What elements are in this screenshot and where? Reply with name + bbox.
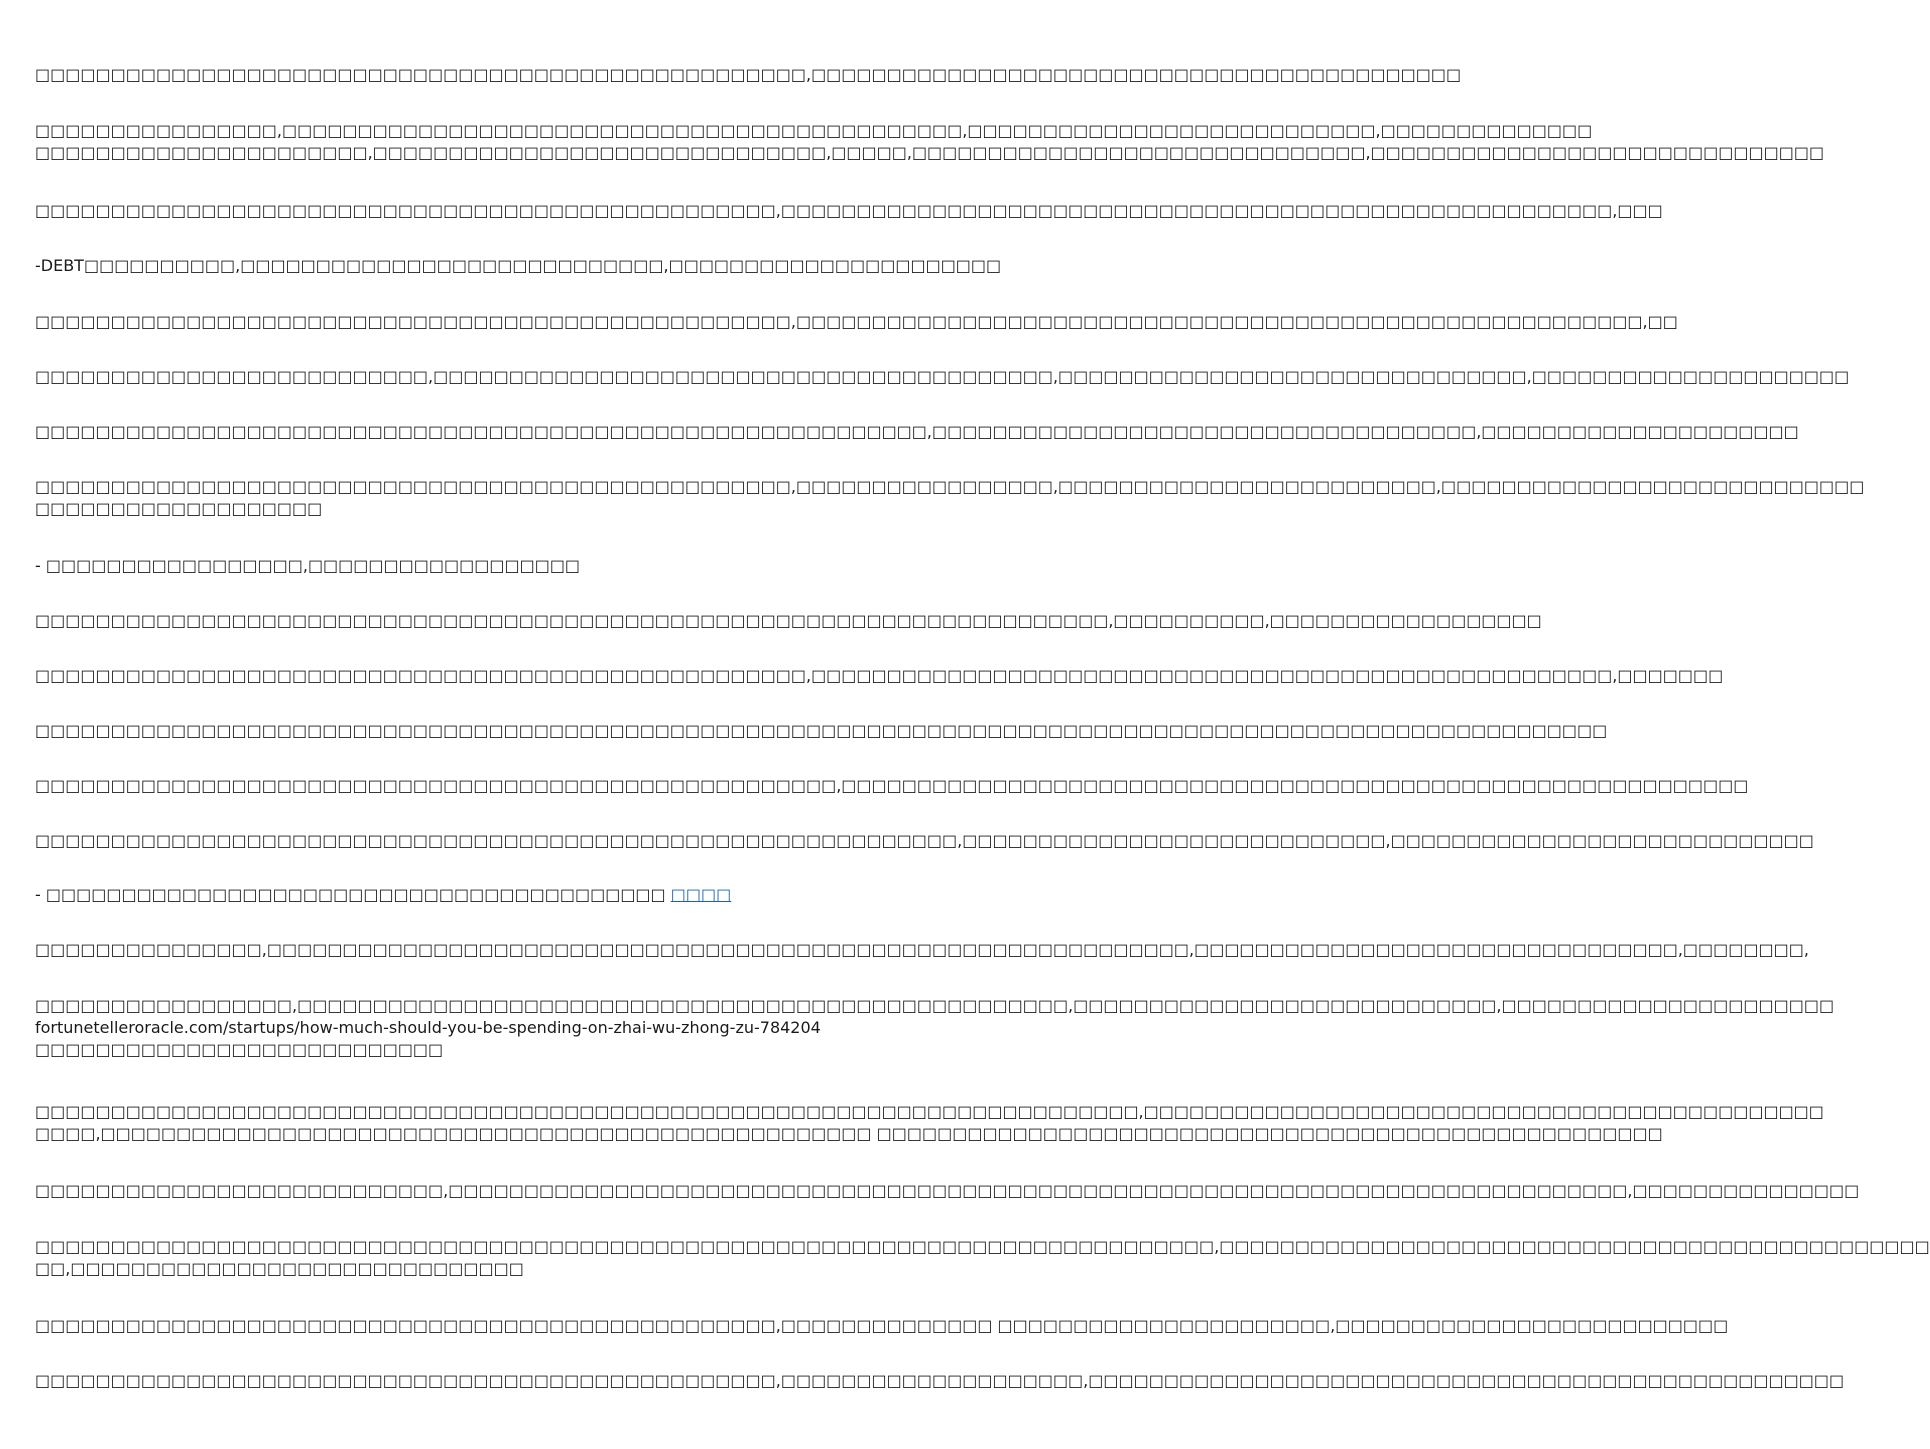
paragraph-line: □□□□□□□□□□□□□□□□□□□□□□□□□□□,□□□□□□□□□□□□□□□□□□□□□□□□□□□□□□□□□□□□□□□□□□□□□□□□□□□□□□□□□□□□□□□□□□□□□□□□□□□□□□,□□□□□□□□□□□□□□□ — [35, 1181, 1860, 1200]
paragraph-5 — [35, 311, 1678, 333]
paragraph-10 — [35, 610, 1542, 632]
paragraph-text: - □□□□□□□□□□□□□□□□□□□□□□□□□□□□□□□□□□□□□□□□□ — [35, 885, 671, 904]
paragraph-line: □□□□□□□□□□□□□□□□□□□□□□,□□□□□□□□□□□□□□□□□□□□□□□□□□□□□□,□□□□□,□□□□□□□□□□□□□□□□□□□□□□□□□□□□□□,□□□□□□□□□□□□□□□□□□□□□□□□□□□□□□ — [35, 143, 1825, 162]
paragraph-4 — [35, 255, 1002, 277]
paragraph-line: □□,□□□□□□□□□□□□□□□□□□□□□□□□□□□□□□ — [35, 1259, 524, 1278]
paragraph-line: - □□□□□□□□□□□□□□□□□,□□□□□□□□□□□□□□□□□□ — [35, 556, 581, 575]
paragraph-14 — [35, 830, 1814, 852]
paragraph-line: □□□□□□□□□□□□□□□□□□□□□□□□□□,□□□□□□□□□□□□□□□□□□□□□□□□□□□□□□□□□□□□□□□□□,□□□□□□□□□□□□□□□□□□□□□□□□□□□□□□□,□□□□□□□□□□□□□□□□□□□□□ — [35, 367, 1850, 386]
paragraph-line: □□□□□□□□□□□□□□□□□□□□□□□□□□□□□□□□□□□□□□□□□□□□□□□□□□□□□□□□□□□,□□□□□□□□□□□□□□□□□□□□□□□□□□□□□□□□□□□□,□□□□□□□□□□□□□□□□□□□□□ — [35, 422, 1799, 441]
paragraph-21 — [35, 1315, 1729, 1337]
paragraph-16 — [35, 939, 1809, 961]
paragraph-line: □□□□□□□□□□□□□□□□□□□□□□□□□□□□□□□□□□□□□□□□□□□□□□□□□□□□□,□□□□□□□□□□□□□□□□□□□□□□□□□□□□□□□□□□□□□□□□□□□□□□□□□□□□□□□□□□□□ — [35, 776, 1749, 795]
paragraph-line: □□□□□□□□□□□□□□□□□□□□□□□□□□□□□□□□□□□□□□□□□□□□□□□□□,□□□□□□□□□□□□□□□□□□□□□□□□□□□□□□□□□□□□□□□□□□□□□□□□□□□□□□□,□□□ — [35, 201, 1663, 220]
paragraph-line: □□□□□□□□□□□□□□□□□□□□□□□□□□□ — [35, 1040, 444, 1059]
paragraph-line: □□□□□□□□□□□□□□□□□□□□□□□□□□□□□□□□□□□□□□□□□□□□□□□□□,□□□□□□□□□□□□□□□□□□□□,□□□□□□□□□□□□□□□□□□□□□□□□□□□□□□□□□□□□□□□□□□□□□□□□□□ — [35, 1371, 1845, 1390]
paragraph-line: -DEBT□□□□□□□□□□,□□□□□□□□□□□□□□□□□□□□□□□□□□□□,□□□□□□□□□□□□□□□□□□□□□□ — [35, 256, 1002, 275]
paragraph-line: □□□□□□□□□□□□□□□□□□□□□□□□□□□□□□□□□□□□□□□□□□□□□□□□□□□□□□□□□□□□□□□□□□□□□□□□□□□□□□,□□□□□□□□□□□□□□□□□□□□□□□□□□□□□□□□□□□□□□□□□□□□□□□ — [35, 1237, 1930, 1256]
paragraph-line — [35, 884, 990, 906]
paragraph-line: □□□□□□□□□□□□□□□□,□□□□□□□□□□□□□□□□□□□□□□□□□□□□□□□□□□□□□□□□□□□□□,□□□□□□□□□□□□□□□□□□□□□□□□□□□,□□□□□□□□□□□□□□ — [35, 121, 1593, 140]
paragraph-line: □□□□□□□□□□□□□□□□□□□□□□□□□□□□□□□□□□□□□□□□□□□□□□□□□□,□□□□□□□□□□□□□□□□□□□□□□□□□□□□□□□□□□□□□□□□□□□□□□□□□□□□□□□□,□□ — [35, 312, 1678, 331]
paragraph-line: □□□□□□□□□□□□□□□□□□□□□□□□□□□□□□□□□□□□□□□□□□□□□□□□□□,□□□□□□□□□□□□□□□□□,□□□□□□□□□□□□□□□□□□□□□□□□□,□□□□□□□□□□□□□□□□□□□□□□□□□□□□ — [35, 477, 1865, 496]
paragraph-line: □□□□□□□□□□□□□□□,□□□□□□□□□□□□□□□□□□□□□□□□□□□□□□□□□□□□□□□□□□□□□□□□□□□□□□□□□□□□□,□□□□□□□□□□□□□□□□□□□□□□□□□□□□□□□□,□□□□□□□□, — [35, 940, 1809, 959]
paragraph-13 — [35, 775, 1749, 797]
paragraph-line: □□□□□□□□□□□□□□□□□□□□□□□□□□□□□□□□□□□□□□□□□□□□□□□□□□□,□□□□□□□□□□□□□□□□□□□□□□□□□□□□□□□□□□□□□□□□□□□□□□□□□□□□□,□□□□□□□ — [35, 666, 1724, 685]
paragraph-9 — [35, 555, 990, 577]
paragraph-19 — [35, 1180, 1860, 1202]
paragraph-line: □□□□□□□□□□□□□□□□□□□□□□□□□□□□□□□□□□□□□□□□□□□□□□□□□□□□□□□□□□□□□□□□□□□□□□□,□□□□□□□□□□,□□□□□□□□□□□□□□□□□□ — [35, 611, 1542, 630]
paragraph-3 — [35, 200, 1663, 222]
paragraph-line: □□□□□□□□□□□□□□□□□□□□□□□□□□□□□□□□□□□□□□□□□□□□□□□□□□□□□□□□□□□□□□□□□□□□□□□□□□□□□□□□□□□□□□□□□□□□□□□□□□□□□□□□ — [35, 721, 1608, 740]
paragraph-line: □□□□□□□□□□□□□□□□□□□□□□□□□□□□□□□□□□□□□□□□□□□□□□□□□□□□□□□□□□□□□,□□□□□□□□□□□□□□□□□□□□□□□□□□□□,□□□□□□□□□□□□□□□□□□□□□□□□□□□□ — [35, 831, 1814, 850]
paragraph-15 — [35, 884, 990, 906]
paragraph-11 — [35, 665, 1724, 687]
paragraph-12 — [35, 720, 1608, 742]
paragraph-8 — [35, 476, 1865, 520]
paragraph-line: □□□□□□□□□□□□□□□□□□□□□□□□□□□□□□□□□□□□□□□□□□□□□□□□□□□,□□□□□□□□□□□□□□□□□□□□□□□□□□□□□□□□□□□□□□□□□□□ — [35, 65, 1462, 84]
paragraph-line: □□□□□□□□□□□□□□□□□□□ — [35, 499, 323, 518]
paragraph-line: □□□□□□□□□□□□□□□□□,□□□□□□□□□□□□□□□□□□□□□□□□□□□□□□□□□□□□□□□□□□□□□□□□□□□,□□□□□□□□□□□□□□□□□□□□□□□□□□□□,□□□□□□□□□□□□□□□□□□□□□□ — [35, 996, 1835, 1015]
paragraph-1 — [35, 64, 1462, 86]
url-text: fortunetelleroracle.com/startups/how-much-should-you-be-spending-on-zhai-wu-zhong-zu-784204 — [35, 1018, 821, 1037]
paragraph-7 — [35, 421, 1799, 443]
paragraph-6 — [35, 366, 1850, 388]
paragraph-2 — [35, 120, 1825, 164]
paragraph-line: □□□□□□□□□□□□□□□□□□□□□□□□□□□□□□□□□□□□□□□□□□□□□□□□□□□□□□□□□□□□□□□□□□□□□□□□□,□□□□□□□□□□□□□□□□□□□□□□□□□□□□□□□□□□□□□□□□□□□□□ — [35, 1102, 1824, 1121]
paragraph-line: □□□□□□□□□□□□□□□□□□□□□□□□□□□□□□□□□□□□□□□□□□□□□□□□□,□□□□□□□□□□□□□□ □□□□□□□□□□□□□□□□□□□□□□,□□□□□□□□□□□□□□□□□□□□□□□□□□ — [35, 1316, 1729, 1335]
inline-link[interactable]: □□□□ — [670, 885, 732, 904]
paragraph-18 — [35, 1101, 1824, 1145]
paragraph-line: □□□□,□□□□□□□□□□□□□□□□□□□□□□□□□□□□□□□□□□□□□□□□□□□□□□□□□□□ □□□□□□□□□□□□□□□□□□□□□□□□□□□□□□□□□□□□□□□□□□□□□□□□□□□□ — [35, 1124, 1663, 1143]
paragraph-20 — [35, 1236, 1930, 1280]
paragraph-17 — [35, 995, 1835, 1061]
paragraph-22 — [35, 1370, 1845, 1392]
